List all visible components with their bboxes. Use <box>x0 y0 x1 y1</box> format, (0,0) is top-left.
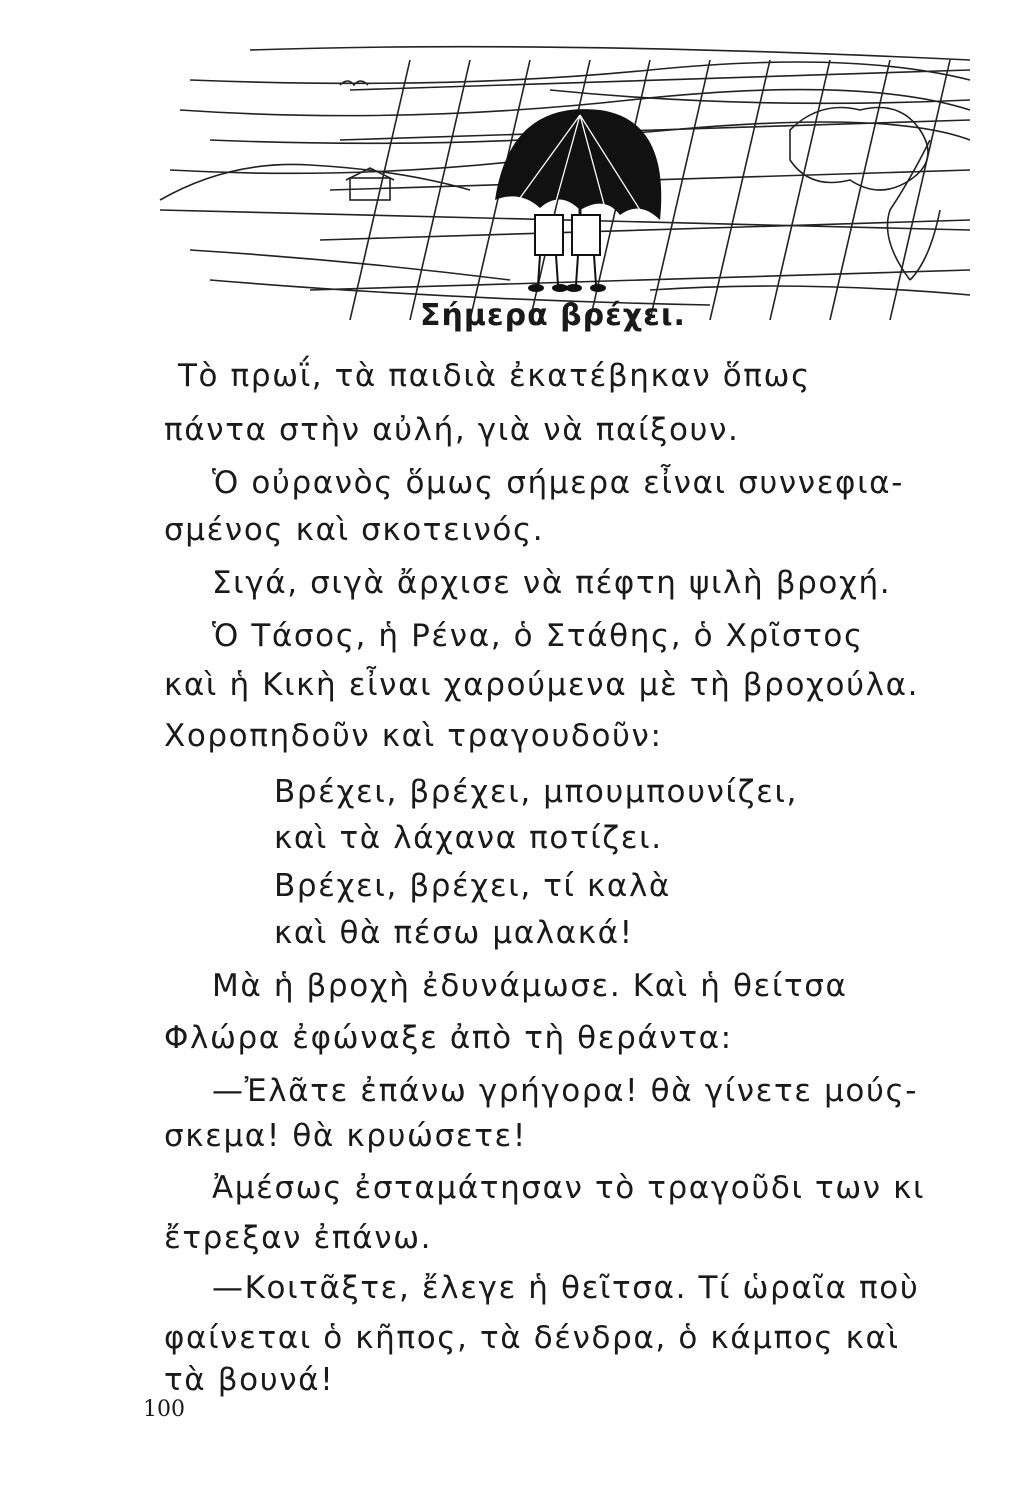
poem-line: καὶ τὰ λάχανα ποτίζει. <box>274 820 663 856</box>
page-number: 100 <box>143 1397 185 1422</box>
text-line: ἔτρεξαν ἐπάνω. <box>164 1220 433 1256</box>
text-line: Φλώρα ἐφώναξε ἀπὸ τὴ θεράντα: <box>164 1020 733 1056</box>
rain-illustration <box>150 30 980 320</box>
story-title: Σήμερα βρέχει. <box>420 298 686 333</box>
text-line: Μὰ ἡ βροχὴ ἐδυνάμωσε. Καὶ ἡ θείτσα <box>212 968 848 1004</box>
poem-line: Βρέχει, βρέχει, μπουμπουνίζει, <box>274 774 798 810</box>
text-line: Τὸ πρωΐ, τὰ παιδιὰ ἐκατέβηκαν ὅπως <box>178 358 811 394</box>
poem-line: καὶ θὰ πέσω μαλακά! <box>274 915 634 951</box>
text-line: πάντα στὴν αὐλή, γιὰ νὰ παίξουν. <box>164 412 740 448</box>
text-line: Ἀμέσως ἐσταμάτησαν τὸ τραγοῦδι των κι <box>212 1170 926 1206</box>
text-line: Χοροπηδοῦν καὶ τραγουδοῦν: <box>164 718 663 754</box>
text-line: φαίνεται ὁ κῆπος, τὰ δένδρα, ὁ κάμπος καὶ <box>164 1320 900 1356</box>
text-line: σκεμα! θὰ κρυώσετε! <box>164 1118 527 1154</box>
text-line: καὶ ἡ Κικὴ εἶναι χαρούμενα μὲ τὴ βροχούλα. <box>164 667 920 703</box>
text-line: Σιγά, σιγὰ ἄρχισε νὰ πέφτη ψιλὴ βροχή. <box>212 565 892 601</box>
poem-line: Βρέχει, βρέχει, τί καλὰ <box>274 868 671 904</box>
text-line: —Ἐλᾶτε ἐπάνω γρήγορα! θὰ γίνετε μούς- <box>212 1073 919 1109</box>
text-line: σμένος καὶ σκοτεινός. <box>164 512 545 548</box>
text-line: —Κοιτᾶξτε, ἔλεγε ἡ θεῖτσα. Τί ὡραῖα ποὺ <box>212 1270 920 1306</box>
text-line: Ὁ οὐρανὸς ὅμως σήμερα εἶναι συννεφια- <box>212 465 905 501</box>
text-line: Ὁ Τάσος, ἡ Ρένα, ὁ Στάθης, ὁ Χρῖστος <box>212 618 864 654</box>
text-line: τὰ βουνά! <box>164 1362 335 1398</box>
